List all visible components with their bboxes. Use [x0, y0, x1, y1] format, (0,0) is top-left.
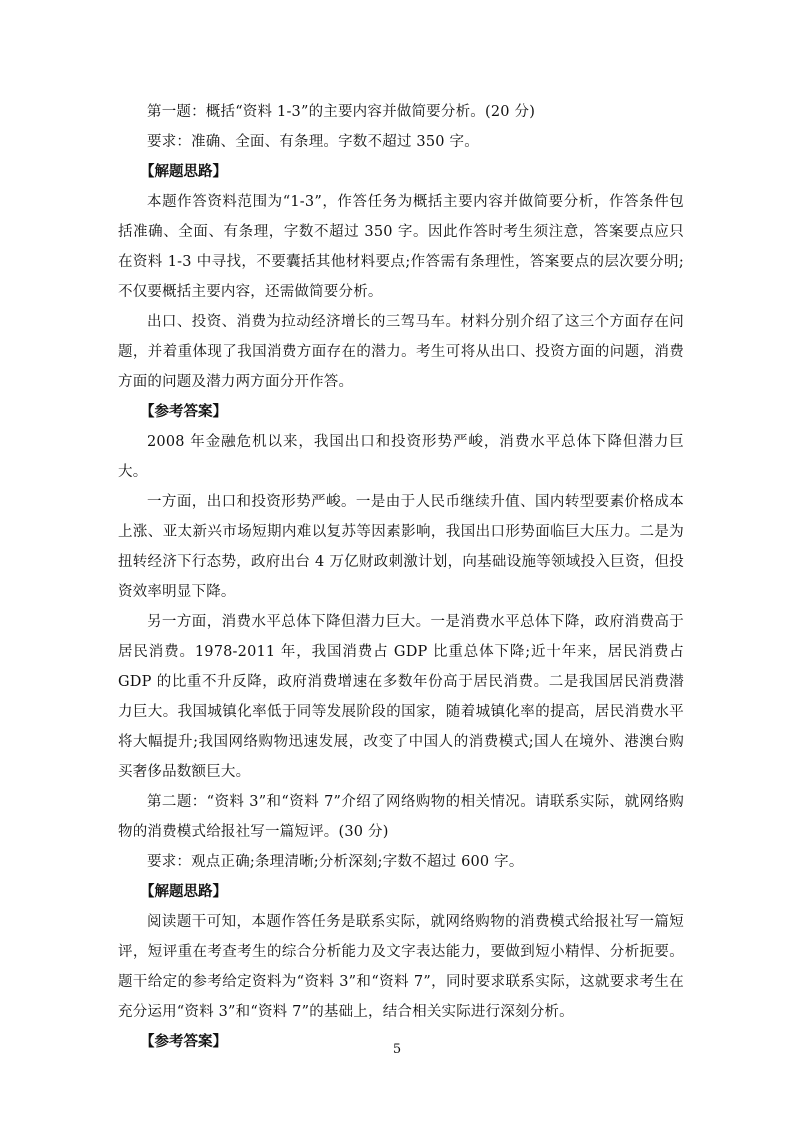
- question-1-answer-paragraph-1: 2008 年金融危机以来，我国出口和投资形势严峻，消费水平总体下降但潜力巨大。: [118, 434, 684, 480]
- question-1-answer-paragraph-3: 另一方面，消费水平总体下降但潜力巨大。一是消费水平总体下降，政府消费高于居民消费。1978-2011 年，我国消费占 GDP 比重总体下降;近十年来，居民消费占 GDP 的比重不升反降，政府消费增速在多数年份高于居民消费。二是我国居民消费潜力巨大。我国城镇化率低于同等发展阶段的国家，随着城镇化率的提高，居民消费水平将大幅提升;我国网络购物迅速发展，改变了中国人的消费模式;国人在境外、港澳台购买奢侈品数额巨大。: [118, 614, 684, 780]
- question-1-approach-paragraph-1: 本题作答资料范围为“1-3”，作答任务为概括主要内容并做简要分析，作答条件包括准确、全面、有条理，字数不超过 350 字。因此作答时考生须注意，答案要点应只在资料 1-3 中寻找，不要囊括其他材料要点;作答需有条理性，答案要点的层次要分明;不仅要概括主要内容，还需做简要分析。: [118, 194, 684, 300]
- question-2-approach-heading: 【解题思路】: [140, 884, 227, 900]
- question-2-answer-heading: 【参考答案】: [140, 1034, 227, 1050]
- question-2-title: 第二题：“资料 3”和“资料 7”介绍了网络购物的相关情况。请联系实际，就网络购物的消费模式给报社写一篇短评。(30 分): [118, 794, 684, 840]
- question-1-approach-paragraph-2: 出口、投资、消费为拉动经济增长的三驾马车。材料分别介绍了这三个方面存在问题，并着重体现了我国消费方面存在的潜力。考生可将从出口、投资方面的问题，消费方面的问题及潜力两方面分开作答。: [118, 314, 684, 390]
- question-1-answer-heading: 【参考答案】: [140, 404, 227, 420]
- question-2-requirement: 要求：观点正确;条理清晰;分析深刻;字数不超过 600 字。: [147, 854, 524, 870]
- question-1-title: 第一题：概括“资料 1-3”的主要内容并做简要分析。(20 分): [147, 104, 536, 120]
- document-body: [118, 97, 684, 1057]
- question-1-answer-paragraph-2: 一方面，出口和投资形势严峻。一是由于人民币继续升值、国内转型要素价格成本上涨、亚太新兴市场短期内难以复苏等因素影响，我国出口形势面临巨大压力。二是为扭转经济下行态势，政府出台 4 万亿财政刺激计划，向基础设施等领域投入巨资，但投资效率明显下降。: [118, 494, 684, 600]
- page-number: 5: [392, 1042, 402, 1057]
- question-1-requirement: 要求：准确、全面、有条理。字数不超过 350 字。: [147, 134, 479, 150]
- question-2-approach-paragraph-1: 阅读题干可知，本题作答任务是联系实际，就网络购物的消费模式给报社写一篇短评，短评重在考查考生的综合分析能力及文字表达能力，要做到短小精悍、分析扼要。题干给定的参考给定资料为“资料 3”和“资料 7”，同时要求联系实际，这就要求考生在充分运用“资料 3”和“资料 7”的基础上，结合相关实际进行深刻分析。: [118, 914, 684, 1020]
- question-1-approach-heading: 【解题思路】: [140, 164, 227, 180]
